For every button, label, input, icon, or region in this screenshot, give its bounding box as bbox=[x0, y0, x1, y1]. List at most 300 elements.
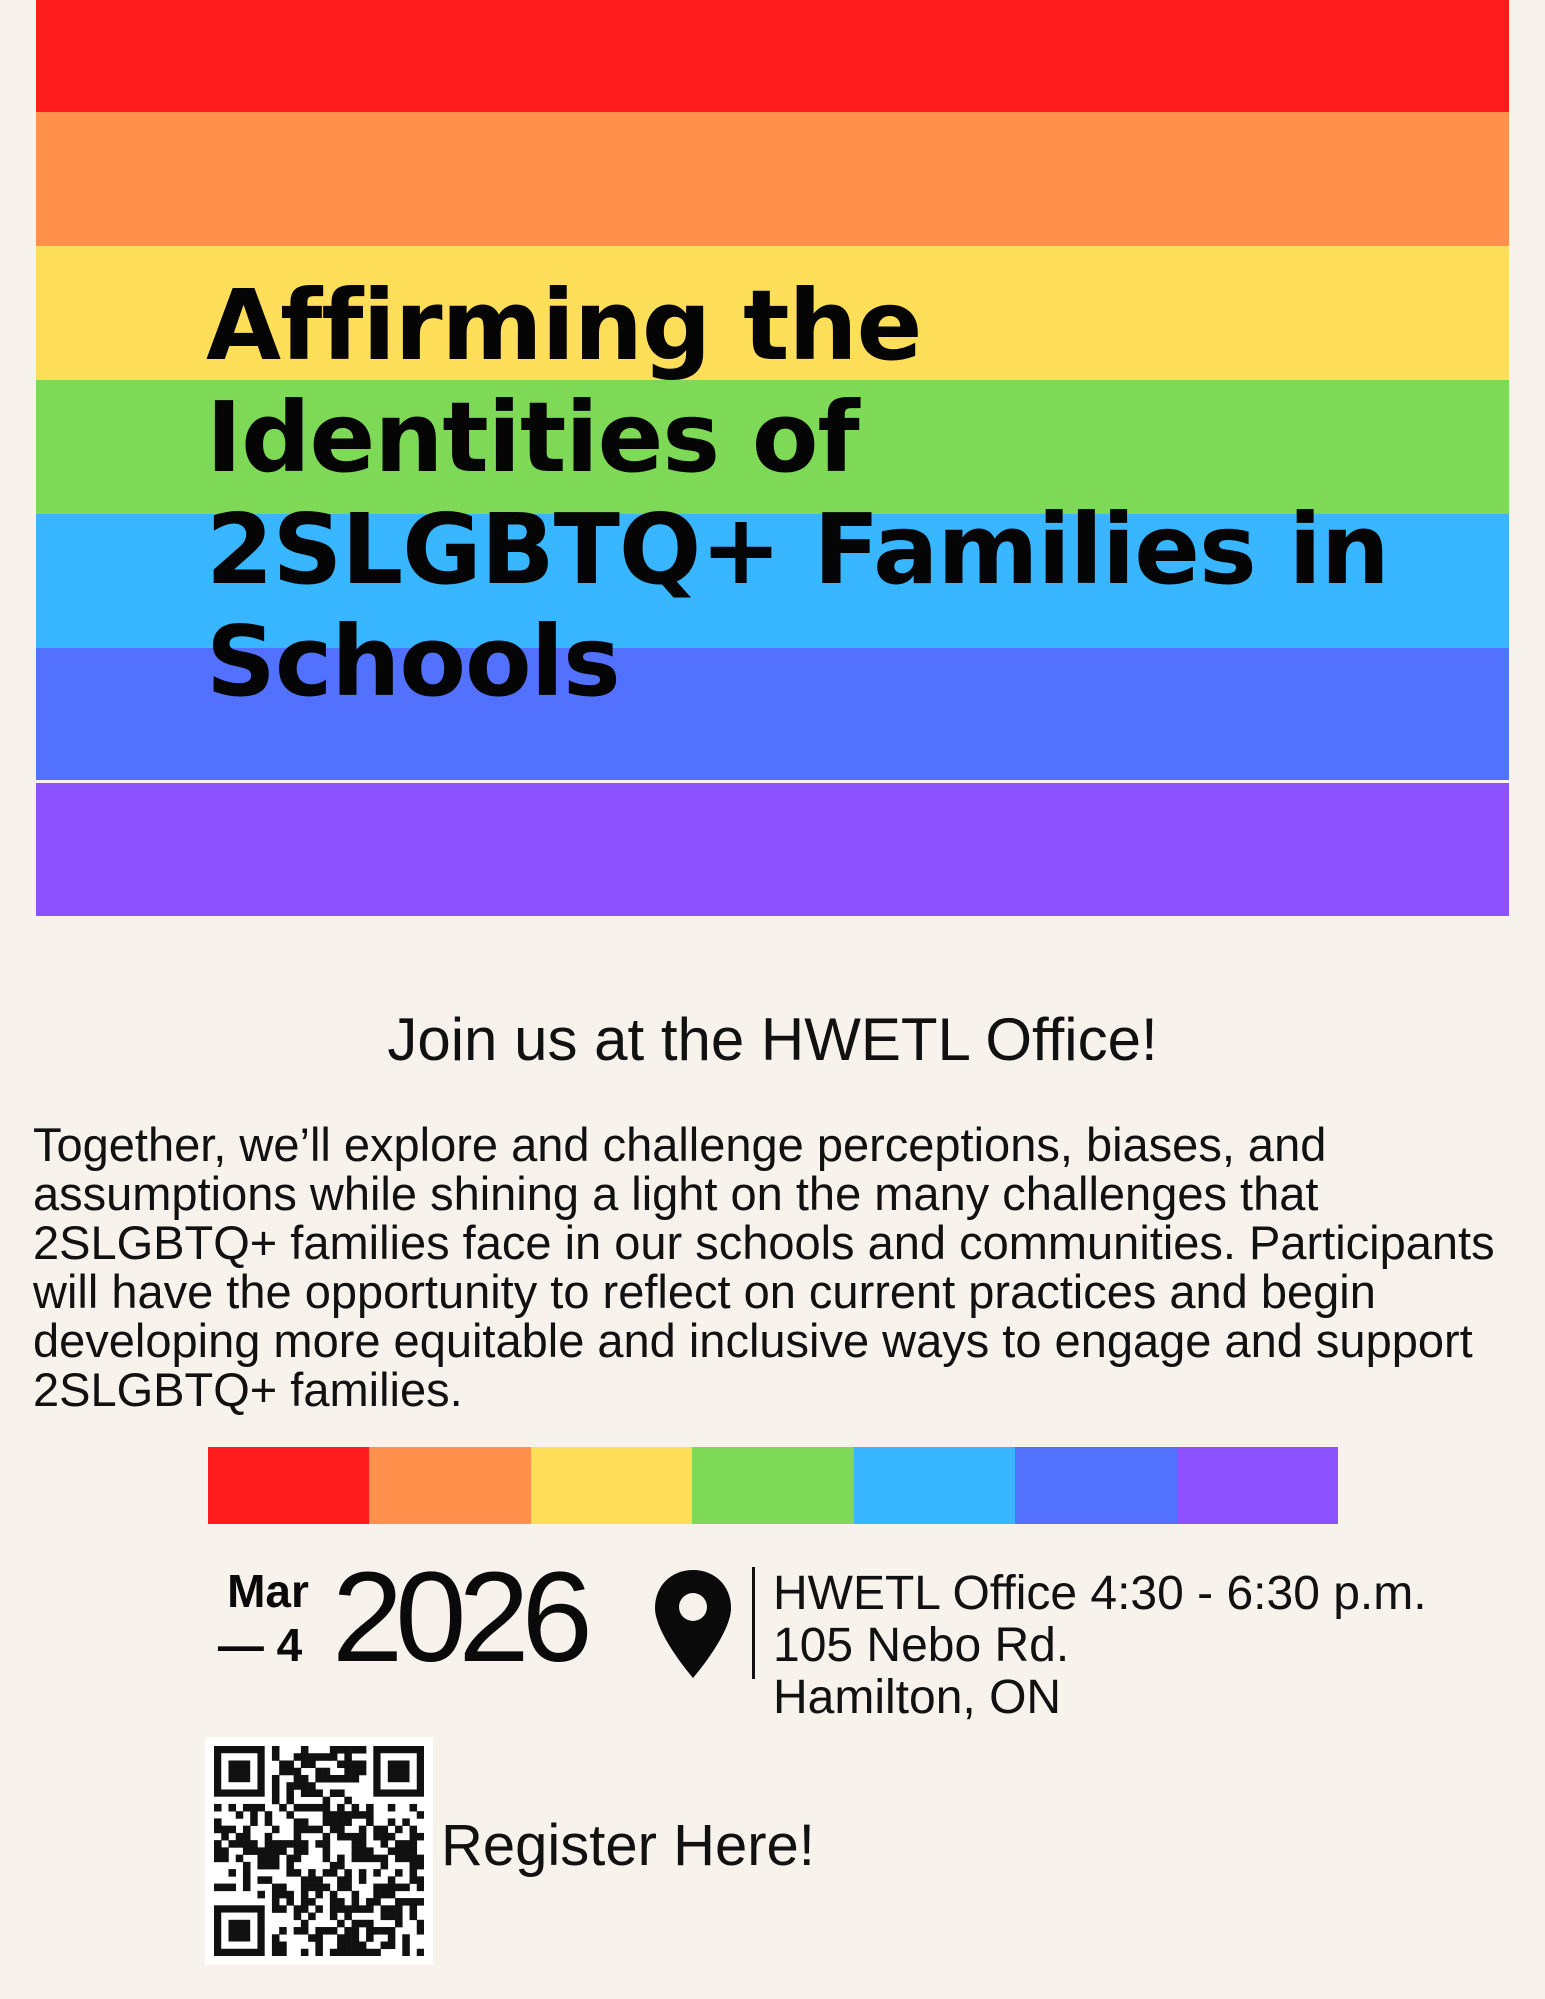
qr-module bbox=[294, 1753, 302, 1761]
qr-module bbox=[366, 1949, 374, 1956]
qr-module bbox=[402, 1942, 410, 1950]
divider-orange bbox=[369, 1447, 530, 1524]
qr-module bbox=[257, 1876, 265, 1884]
qr-module bbox=[352, 1775, 360, 1783]
qr-module bbox=[286, 1840, 294, 1848]
qr-module bbox=[388, 1804, 396, 1812]
qr-module bbox=[344, 1942, 352, 1950]
qr-module bbox=[388, 1760, 410, 1782]
join-heading: Join us at the HWETL Office! bbox=[387, 1006, 1158, 1073]
venue-divider-line bbox=[752, 1567, 755, 1679]
qr-module bbox=[410, 1855, 418, 1863]
qr-module bbox=[214, 1847, 222, 1855]
venue-line-city: Hamilton, ON bbox=[773, 1671, 1062, 1724]
qr-module bbox=[344, 1753, 352, 1761]
qr-module bbox=[352, 1855, 360, 1863]
qr-module bbox=[323, 1768, 331, 1776]
venue-line-street: 105 Nebo Rd. bbox=[773, 1619, 1070, 1672]
qr-module bbox=[272, 1949, 280, 1956]
event-description: Together, we’ll explore and challenge perceptions, biases, and assumptions while shining a light on the many challenges that 2SLGBTQ+ families face in our schools and communities. Participants will have the opportunity to reflect on current practices and begin developing more equitable and inclusive ways to engage and support 2SLGBTQ+ families. bbox=[33, 1118, 1495, 1416]
divider-indigo bbox=[1015, 1447, 1176, 1524]
qr-module bbox=[279, 1942, 287, 1950]
qr-module bbox=[410, 1840, 418, 1848]
qr-module bbox=[330, 1826, 338, 1834]
qr-module bbox=[272, 1775, 280, 1783]
qr-module bbox=[402, 1818, 410, 1826]
qr-module bbox=[308, 1760, 316, 1768]
qr-module bbox=[250, 1847, 258, 1855]
qr-module bbox=[221, 1826, 229, 1834]
qr-module bbox=[388, 1934, 396, 1942]
qr-module bbox=[410, 1913, 418, 1921]
qr-module bbox=[395, 1905, 403, 1913]
qr-module bbox=[388, 1833, 396, 1841]
flag-stripe-orange bbox=[36, 112, 1509, 246]
qr-module bbox=[272, 1891, 280, 1899]
qr-module bbox=[381, 1927, 389, 1935]
qr-module bbox=[308, 1804, 316, 1812]
qr-module bbox=[337, 1920, 345, 1928]
qr-module bbox=[359, 1826, 367, 1834]
qr-module bbox=[373, 1855, 381, 1863]
qr-module bbox=[359, 1768, 367, 1776]
qr-module bbox=[301, 1818, 309, 1826]
qr-module bbox=[352, 1804, 360, 1812]
qr-module bbox=[417, 1876, 424, 1884]
qr-module bbox=[388, 1913, 396, 1921]
qr-module bbox=[395, 1913, 403, 1921]
qr-module bbox=[243, 1840, 251, 1848]
qr-module bbox=[381, 1855, 389, 1863]
qr-module bbox=[402, 1840, 410, 1848]
qr-module bbox=[301, 1840, 309, 1848]
qr-module bbox=[315, 1891, 323, 1899]
qr-module bbox=[381, 1942, 389, 1950]
qr-module bbox=[315, 1942, 323, 1950]
qr-module bbox=[265, 1876, 273, 1884]
qr-module bbox=[352, 1768, 360, 1776]
qr-module bbox=[352, 1949, 360, 1956]
qr-module bbox=[366, 1898, 374, 1906]
qr-module bbox=[344, 1876, 352, 1884]
qr-module bbox=[402, 1884, 410, 1892]
qr-module bbox=[395, 1847, 403, 1855]
qr-module bbox=[301, 1898, 309, 1906]
qr-module bbox=[301, 1876, 309, 1884]
qr-module bbox=[323, 1811, 331, 1819]
qr-module bbox=[286, 1760, 294, 1768]
qr-module bbox=[395, 1855, 403, 1863]
qr-module bbox=[301, 1804, 309, 1812]
qr-module bbox=[279, 1804, 287, 1812]
qr-module bbox=[344, 1746, 352, 1754]
qr-module bbox=[337, 1818, 345, 1826]
qr-module bbox=[228, 1840, 236, 1848]
qr-module bbox=[301, 1847, 309, 1855]
qr-module bbox=[352, 1847, 360, 1855]
qr-module bbox=[352, 1811, 360, 1819]
qr-module bbox=[279, 1884, 287, 1892]
qr-module bbox=[359, 1869, 367, 1877]
qr-module bbox=[301, 1826, 309, 1834]
qr-module bbox=[366, 1927, 374, 1935]
qr-module bbox=[294, 1847, 302, 1855]
qr-module bbox=[294, 1775, 302, 1783]
qr-module bbox=[373, 1891, 381, 1899]
qr-module bbox=[308, 1884, 316, 1892]
qr-module bbox=[301, 1920, 309, 1928]
qr-module bbox=[301, 1746, 309, 1754]
qr-module bbox=[257, 1804, 265, 1812]
qr-module bbox=[315, 1934, 323, 1942]
qr-module bbox=[417, 1862, 424, 1870]
qr-module bbox=[395, 1826, 403, 1834]
qr-module bbox=[243, 1884, 251, 1892]
qr-module bbox=[214, 1826, 222, 1834]
map-pin-icon bbox=[652, 1568, 734, 1680]
qr-module bbox=[373, 1927, 381, 1935]
qr-module bbox=[359, 1833, 367, 1841]
qr-module bbox=[294, 1818, 302, 1826]
qr-module bbox=[279, 1927, 287, 1935]
qr-module bbox=[243, 1826, 251, 1834]
qr-module bbox=[330, 1862, 338, 1870]
qr-module bbox=[359, 1840, 367, 1848]
qr-module bbox=[410, 1826, 418, 1834]
qr-module bbox=[373, 1884, 381, 1892]
qr-module bbox=[286, 1855, 294, 1863]
qr-module bbox=[359, 1920, 367, 1928]
qr-module bbox=[272, 1855, 280, 1863]
qr-module bbox=[301, 1789, 309, 1797]
qr-module bbox=[308, 1782, 316, 1790]
qr-module bbox=[352, 1746, 360, 1754]
qr-module bbox=[323, 1927, 331, 1935]
qr-module bbox=[344, 1760, 352, 1768]
qr-module bbox=[221, 1833, 229, 1841]
qr-module bbox=[330, 1905, 338, 1913]
qr-module bbox=[279, 1847, 287, 1855]
qr-module bbox=[359, 1811, 367, 1819]
qr-module bbox=[337, 1942, 345, 1950]
divider-red bbox=[208, 1447, 369, 1524]
qr-module bbox=[308, 1876, 316, 1884]
qr-module bbox=[337, 1775, 345, 1783]
qr-module bbox=[272, 1753, 280, 1761]
qr-module bbox=[308, 1826, 316, 1834]
qr-module bbox=[294, 1840, 302, 1848]
qr-module bbox=[272, 1782, 280, 1790]
qr-module bbox=[330, 1753, 338, 1761]
qr-module bbox=[294, 1833, 302, 1841]
qr-module bbox=[286, 1768, 294, 1776]
qr-module bbox=[323, 1753, 331, 1761]
flag-stripe-violet bbox=[36, 783, 1509, 916]
qr-module bbox=[330, 1789, 338, 1797]
qr-module bbox=[308, 1913, 316, 1921]
qr-module bbox=[359, 1905, 367, 1913]
qr-module bbox=[352, 1942, 360, 1950]
register-link[interactable]: Register Here! bbox=[441, 1813, 815, 1878]
qr-module bbox=[417, 1833, 424, 1841]
qr-module bbox=[323, 1775, 331, 1783]
qr-module bbox=[381, 1833, 389, 1841]
qr-module bbox=[228, 1760, 250, 1782]
qr-module bbox=[388, 1876, 396, 1884]
qr-module bbox=[352, 1833, 360, 1841]
qr-module bbox=[243, 1833, 251, 1841]
qr-module bbox=[272, 1789, 280, 1797]
qr-module bbox=[272, 1934, 280, 1942]
qr-module bbox=[301, 1927, 309, 1935]
qr-module bbox=[395, 1869, 403, 1877]
qr-module bbox=[308, 1869, 316, 1877]
qr-module bbox=[265, 1862, 273, 1870]
qr-module bbox=[337, 1804, 345, 1812]
rainbow-divider bbox=[208, 1447, 1338, 1524]
qr-module bbox=[410, 1804, 418, 1812]
qr-module bbox=[410, 1869, 418, 1877]
qr-module bbox=[294, 1826, 302, 1834]
qr-module bbox=[257, 1847, 265, 1855]
qr-module bbox=[257, 1855, 265, 1863]
qr-module bbox=[272, 1942, 280, 1950]
qr-module bbox=[272, 1826, 280, 1834]
qr-module bbox=[388, 1927, 396, 1935]
qr-module bbox=[315, 1840, 323, 1848]
qr-module bbox=[265, 1855, 273, 1863]
qr-module bbox=[272, 1797, 280, 1805]
qr-module bbox=[286, 1891, 294, 1899]
qr-module bbox=[272, 1898, 280, 1906]
qr-module bbox=[315, 1753, 323, 1761]
qr-module bbox=[337, 1876, 345, 1884]
qr-module bbox=[381, 1862, 389, 1870]
qr-module bbox=[352, 1898, 360, 1906]
divider-yellow bbox=[531, 1447, 692, 1524]
qr-module bbox=[359, 1855, 367, 1863]
qr-module bbox=[323, 1840, 331, 1848]
qr-module bbox=[221, 1855, 229, 1863]
qr-module bbox=[344, 1927, 352, 1935]
divider-blue bbox=[854, 1447, 1015, 1524]
qr-module bbox=[330, 1913, 338, 1921]
qr-code-graphic bbox=[214, 1746, 424, 1956]
qr-module bbox=[381, 1905, 389, 1913]
qr-module bbox=[337, 1934, 345, 1942]
qr-module bbox=[243, 1847, 251, 1855]
qr-module bbox=[315, 1826, 323, 1834]
qr-module bbox=[352, 1905, 360, 1913]
qr-module bbox=[337, 1855, 345, 1863]
qr-module bbox=[330, 1869, 338, 1877]
qr-module bbox=[265, 1847, 273, 1855]
qr-module bbox=[410, 1833, 418, 1841]
qr-module bbox=[381, 1826, 389, 1834]
qr-module bbox=[366, 1847, 374, 1855]
qr-module bbox=[359, 1746, 367, 1754]
qr-module bbox=[308, 1789, 316, 1797]
qr-module bbox=[294, 1855, 302, 1863]
qr-module bbox=[417, 1920, 424, 1928]
qr-module bbox=[228, 1920, 250, 1942]
qr-module bbox=[366, 1855, 374, 1863]
qr-module bbox=[373, 1898, 381, 1906]
qr-module bbox=[359, 1847, 367, 1855]
qr-module bbox=[344, 1869, 352, 1877]
qr-module bbox=[265, 1840, 273, 1848]
qr-module bbox=[279, 1949, 287, 1956]
qr-module bbox=[337, 1811, 345, 1819]
qr-module bbox=[352, 1920, 360, 1928]
qr-module bbox=[388, 1942, 396, 1950]
venue-line-office-time: HWETL Office 4:30 - 6:30 p.m. bbox=[773, 1567, 1427, 1620]
event-month: Mar bbox=[227, 1565, 309, 1617]
qr-module bbox=[344, 1768, 352, 1776]
qr-module bbox=[337, 1760, 345, 1768]
qr-module bbox=[323, 1855, 331, 1863]
qr-module bbox=[344, 1934, 352, 1942]
qr-module bbox=[337, 1746, 345, 1754]
qr-module bbox=[344, 1905, 352, 1913]
qr-module bbox=[315, 1927, 323, 1935]
qr-module bbox=[228, 1884, 236, 1892]
qr-module bbox=[366, 1920, 374, 1928]
qr-module bbox=[250, 1818, 258, 1826]
qr-module bbox=[301, 1753, 309, 1761]
qr-module bbox=[410, 1862, 418, 1870]
qr-module bbox=[315, 1775, 323, 1783]
qr-module bbox=[381, 1913, 389, 1921]
qr-module bbox=[315, 1884, 323, 1892]
qr-module bbox=[294, 1768, 302, 1776]
qr-module bbox=[272, 1840, 280, 1848]
qr-module bbox=[366, 1811, 374, 1819]
qr-module bbox=[330, 1811, 338, 1819]
qr-module bbox=[344, 1818, 352, 1826]
qr-module bbox=[417, 1855, 424, 1863]
qr-module bbox=[294, 1869, 302, 1877]
qr-module bbox=[402, 1847, 410, 1855]
qr-module bbox=[388, 1818, 396, 1826]
venue-details bbox=[773, 1568, 1533, 1724]
qr-module bbox=[279, 1768, 287, 1776]
qr-module bbox=[243, 1804, 251, 1812]
qr-module bbox=[402, 1855, 410, 1863]
qr-module bbox=[250, 1840, 258, 1848]
qr-module bbox=[308, 1753, 316, 1761]
qr-module bbox=[388, 1891, 396, 1899]
qr-module bbox=[265, 1811, 273, 1819]
event-day: — 4 bbox=[217, 1619, 303, 1671]
qr-module bbox=[359, 1942, 367, 1950]
qr-module bbox=[265, 1818, 273, 1826]
qr-module bbox=[279, 1905, 287, 1913]
qr-module bbox=[417, 1927, 424, 1935]
qr-module bbox=[330, 1818, 338, 1826]
qr-module bbox=[214, 1884, 222, 1892]
qr-module bbox=[294, 1913, 302, 1921]
qr-module bbox=[286, 1811, 294, 1819]
qr-module bbox=[337, 1905, 345, 1913]
qr-module bbox=[388, 1905, 396, 1913]
qr-module bbox=[236, 1840, 244, 1848]
qr-module bbox=[286, 1898, 294, 1906]
qr-module bbox=[214, 1804, 222, 1812]
qr-module bbox=[272, 1746, 280, 1754]
qr-module bbox=[366, 1818, 374, 1826]
qr-module bbox=[294, 1927, 302, 1935]
qr-module bbox=[410, 1847, 418, 1855]
qr-module bbox=[337, 1862, 345, 1870]
qr-module bbox=[294, 1782, 302, 1790]
qr-module bbox=[402, 1934, 410, 1942]
qr-module bbox=[228, 1804, 236, 1812]
qr-module bbox=[366, 1905, 374, 1913]
qr-module bbox=[352, 1934, 360, 1942]
qr-module bbox=[323, 1869, 331, 1877]
qr-module bbox=[337, 1884, 345, 1892]
qr-module bbox=[228, 1869, 236, 1877]
qr-module bbox=[330, 1898, 338, 1906]
qr-module bbox=[243, 1862, 251, 1870]
qr-module bbox=[236, 1811, 244, 1819]
qr-module bbox=[279, 1760, 287, 1768]
qr-module bbox=[257, 1891, 265, 1899]
qr-module bbox=[272, 1862, 280, 1870]
qr-module bbox=[352, 1840, 360, 1848]
qr-module bbox=[410, 1905, 418, 1913]
qr-module bbox=[279, 1840, 287, 1848]
qr-module bbox=[243, 1869, 251, 1877]
qr-module bbox=[301, 1905, 309, 1913]
qr-module bbox=[323, 1847, 331, 1855]
qr-module bbox=[373, 1949, 381, 1956]
divider-violet bbox=[1177, 1447, 1338, 1524]
qr-module bbox=[221, 1847, 229, 1855]
qr-module bbox=[337, 1949, 345, 1956]
qr-module bbox=[381, 1884, 389, 1892]
qr-module bbox=[344, 1775, 352, 1783]
qr-module bbox=[315, 1804, 323, 1812]
qr-module bbox=[308, 1898, 316, 1906]
qr-module bbox=[301, 1782, 309, 1790]
qr-module bbox=[352, 1760, 360, 1768]
qr-module bbox=[344, 1884, 352, 1892]
qr-module bbox=[330, 1949, 338, 1956]
qr-module bbox=[344, 1811, 352, 1819]
qr-code-icon[interactable] bbox=[205, 1737, 433, 1965]
qr-module bbox=[330, 1746, 338, 1754]
qr-module bbox=[352, 1927, 360, 1935]
qr-module bbox=[301, 1775, 309, 1783]
qr-module bbox=[352, 1891, 360, 1899]
qr-module bbox=[228, 1826, 236, 1834]
qr-module bbox=[417, 1949, 424, 1956]
qr-module bbox=[395, 1920, 403, 1928]
qr-module bbox=[344, 1833, 352, 1841]
qr-module bbox=[366, 1934, 374, 1942]
qr-module bbox=[308, 1934, 316, 1942]
qr-module bbox=[279, 1891, 287, 1899]
qr-module bbox=[323, 1818, 331, 1826]
qr-module bbox=[323, 1833, 331, 1841]
qr-module bbox=[315, 1768, 323, 1776]
qr-module bbox=[366, 1804, 374, 1812]
qr-module bbox=[323, 1797, 331, 1805]
qr-module bbox=[410, 1898, 418, 1906]
qr-module bbox=[294, 1804, 302, 1812]
